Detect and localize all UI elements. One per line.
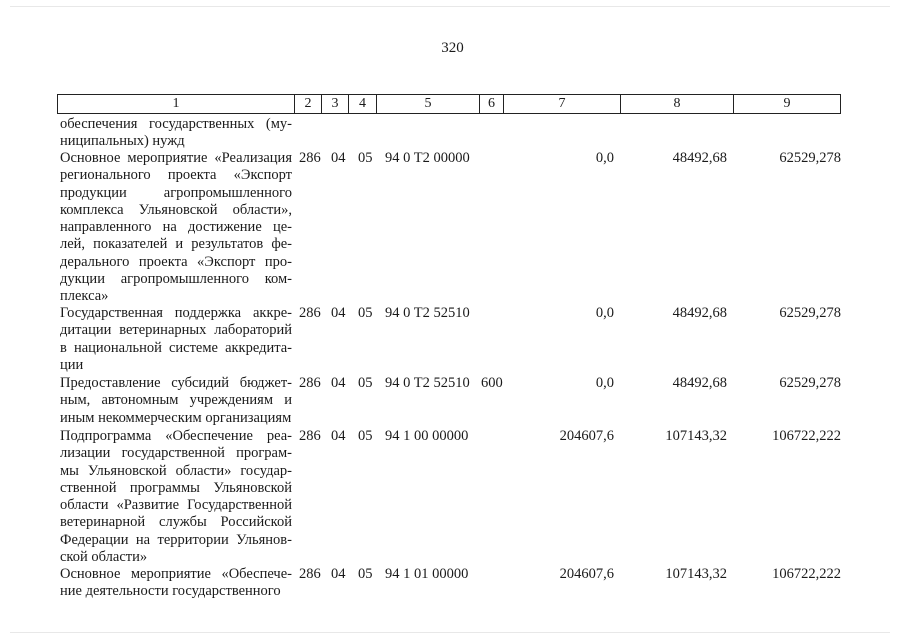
- header-col-1: 1: [172, 96, 180, 111]
- row-name: [60, 428, 292, 566]
- row-name-line: ниципальных) нужд: [60, 133, 185, 150]
- row-name-line: направленного на достижение це-: [60, 219, 292, 236]
- row-name-line: Основное мероприятие «Обеспече-: [60, 566, 292, 582]
- cell-col-5: 94 0 T2 00000: [385, 150, 470, 166]
- header-col-3: 3: [321, 95, 348, 113]
- cell-col-2: 286: [299, 566, 321, 582]
- cell-col-7: 0,0: [595, 305, 614, 321]
- scan-edge-bottom: [10, 632, 890, 633]
- row-name: [60, 375, 292, 427]
- cell-col-5: 94 0 T2 52510: [385, 375, 470, 391]
- cell-col-4: 05: [358, 375, 373, 391]
- row-name: [60, 566, 292, 601]
- row-name-line: дитации ветеринарных лабораторий: [60, 322, 292, 339]
- cell-col-5: 94 1 01 00000: [385, 566, 469, 582]
- cell-col-6: 600: [481, 375, 503, 391]
- header-col-8: 8: [620, 95, 733, 113]
- header-col-4: 4: [348, 95, 376, 113]
- cell-col-2: 286: [299, 150, 321, 166]
- cell-col-4: 05: [358, 150, 373, 166]
- cell-col-2: 286: [299, 375, 321, 391]
- row-name-line: регионального проекта «Экспорт: [60, 167, 292, 184]
- cell-col-7: 0,0: [595, 375, 614, 391]
- row-name-line: продукции агропромышленного: [60, 184, 292, 201]
- cell-col-7: 0,0: [595, 150, 614, 166]
- header-col-6: 6: [479, 95, 503, 113]
- row-name: [60, 116, 292, 151]
- cell-col-3: 04: [331, 150, 346, 166]
- header-col-2: 2: [294, 95, 321, 113]
- row-name-line: Основное мероприятие «Реализация: [60, 150, 292, 166]
- header-col-9: 9: [733, 95, 840, 113]
- row-name: [60, 305, 292, 374]
- cell-col-4: 05: [358, 428, 373, 444]
- row-name: [60, 150, 292, 306]
- row-name-line: дерального проекта «Экспорт про-: [60, 253, 292, 270]
- header-col-5: 5: [376, 95, 479, 113]
- row-name-line: комплекса Ульяновской области»,: [60, 201, 292, 218]
- cell-col-2: 286: [299, 428, 321, 444]
- cell-col-4: 05: [358, 566, 373, 582]
- cell-col-8: 107143,32: [665, 566, 727, 582]
- row-name-line: ции: [60, 356, 84, 373]
- row-name-line: области «Развитие Государственной: [60, 497, 292, 514]
- cell-col-3: 04: [331, 375, 346, 391]
- cell-col-8: 48492,68: [672, 305, 727, 321]
- cell-col-9: 62529,278: [779, 375, 841, 391]
- row-name-line: плекса»: [60, 288, 109, 305]
- cell-col-9: 62529,278: [779, 305, 841, 321]
- row-name-line: ственной программы Ульяновской: [60, 479, 292, 496]
- cell-col-9: 106722,222: [772, 566, 841, 582]
- cell-col-2: 286: [299, 305, 321, 321]
- cell-col-8: 48492,68: [672, 150, 727, 166]
- row-name-line: Государственная поддержка аккре-: [60, 305, 292, 321]
- row-name-line: дукции агропромышленного ком-: [60, 271, 292, 288]
- row-name-line: мы Ульяновской области» государ-: [60, 462, 292, 479]
- row-name-line: ние деятельности государственного: [60, 583, 281, 600]
- row-name-line: ской области»: [60, 549, 148, 566]
- scan-edge-top: [10, 6, 890, 7]
- cell-col-5: 94 0 T2 52510: [385, 305, 470, 321]
- row-name-line: лей, показателей и результатов фе-: [60, 236, 292, 253]
- row-name-line: обеспечения государственных (му-: [60, 116, 292, 132]
- row-name-line: Подпрограмма «Обеспечение реа-: [60, 428, 292, 444]
- page-number: 320: [441, 40, 464, 56]
- row-name-line: Федерации на территории Ульянов-: [60, 531, 292, 548]
- cell-col-3: 04: [331, 428, 346, 444]
- row-name-line: ветеринарной службы Российской: [60, 514, 292, 531]
- cell-col-4: 05: [358, 305, 373, 321]
- cell-col-8: 48492,68: [672, 375, 727, 391]
- table-header-row: [57, 94, 841, 114]
- cell-col-3: 04: [331, 566, 346, 582]
- cell-col-9: 62529,278: [779, 150, 841, 166]
- cell-col-8: 107143,32: [665, 428, 727, 444]
- row-name-line: ным, автономным учреждениям и: [60, 392, 292, 409]
- cell-col-3: 04: [331, 305, 346, 321]
- cell-col-7: 204607,6: [559, 428, 614, 444]
- cell-col-7: 204607,6: [559, 566, 614, 582]
- cell-col-9: 106722,222: [772, 428, 841, 444]
- header-col-7: 7: [503, 95, 620, 113]
- row-name-line: иным некоммерческим организациям: [60, 409, 292, 426]
- row-name-line: лизации государственной програм-: [60, 445, 292, 462]
- row-name-line: в национальной системе аккредита-: [60, 339, 292, 356]
- cell-col-5: 94 1 00 00000: [385, 428, 469, 444]
- row-name-line: Предоставление субсидий бюджет-: [60, 375, 292, 391]
